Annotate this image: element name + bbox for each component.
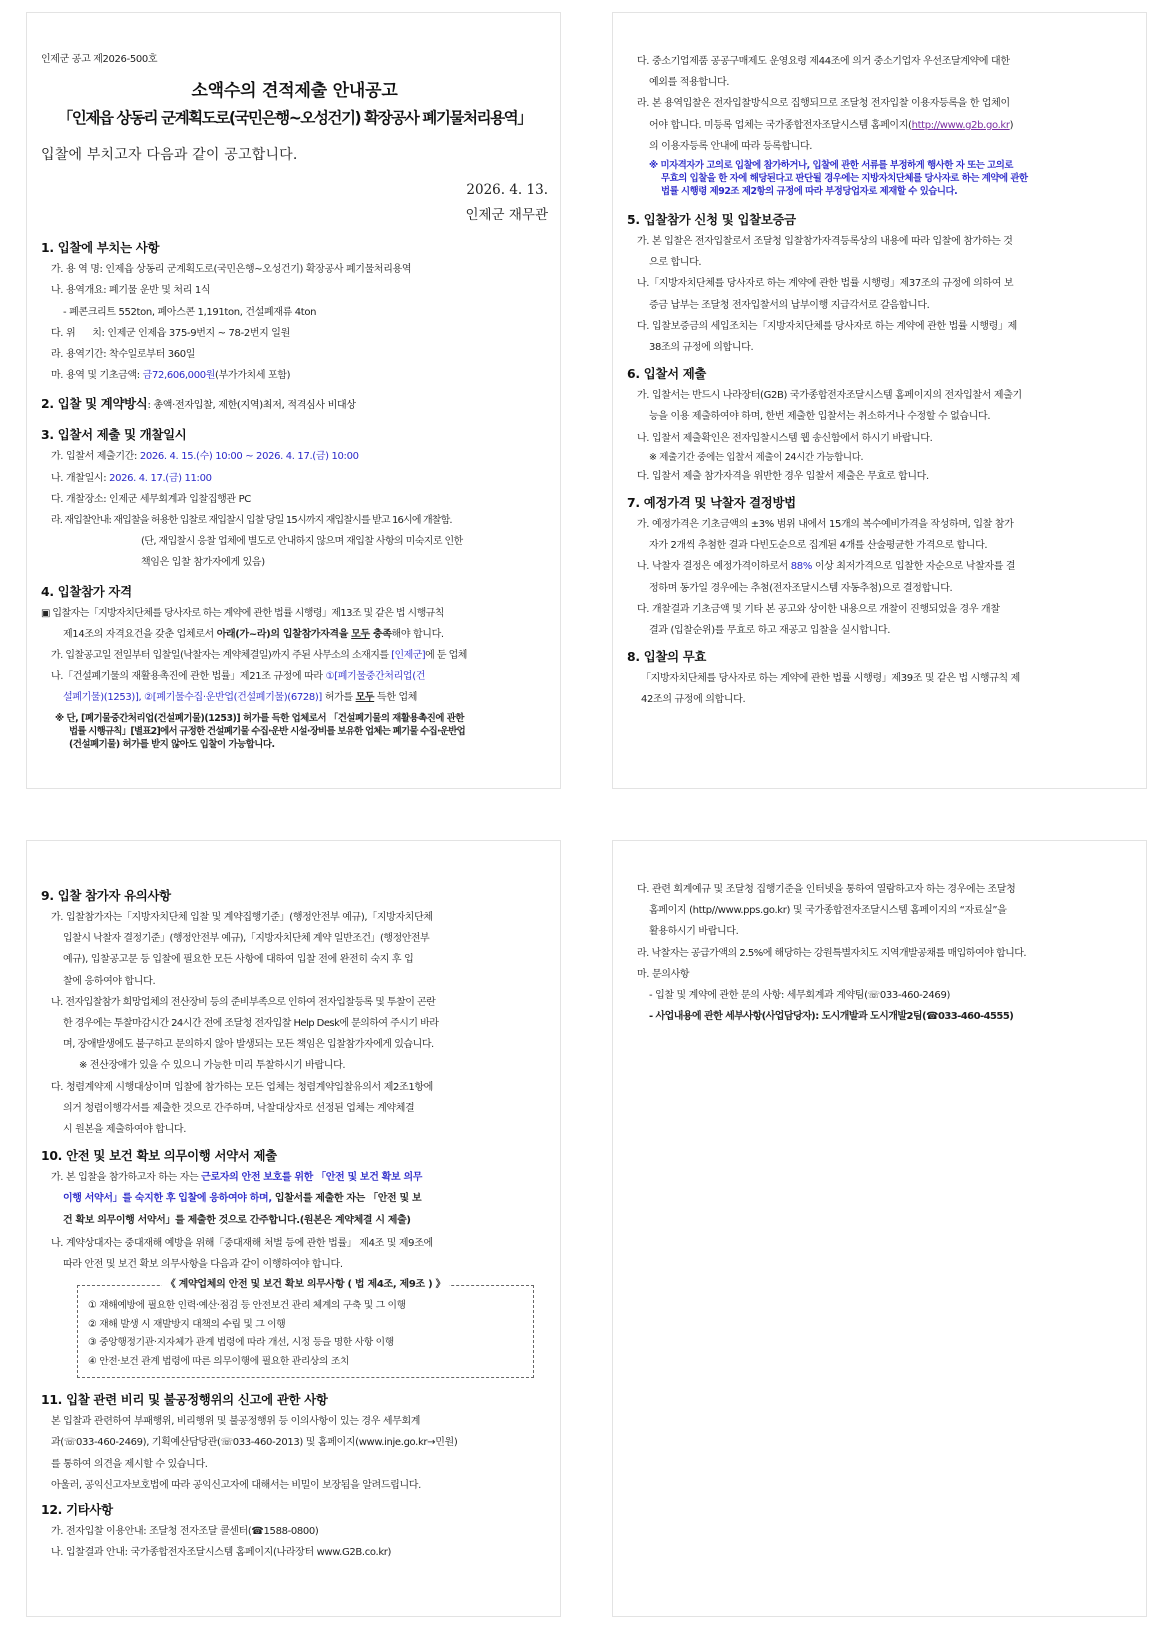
s4-line <box>41 645 548 666</box>
s7-line: 정하며 동가일 경우에는 추첨(전자조달시스템 자동추첨)으로 결정합니다. <box>649 582 953 594</box>
s9-line: 다. 청렴계약제 시행대상이며 입찰에 참가하는 모든 업체는 청렴계약입찰유의서 제2조1항에 <box>51 1081 433 1093</box>
note-line: 법률 시행규칙」[별표2]에서 규정한 건설폐기물 수집·운반 시설·장비를 보유한 업체는 폐기물 수집·운반업 <box>69 725 465 737</box>
s1-line: 가. 용 역 명: 인제읍 상동리 군계획도로(국민은행~오성건기) 확장공사 폐기물처리용역 <box>51 264 412 276</box>
s9-line: 의거 청렴이행각서를 제출한 것으로 간주하며, 낙찰대상자로 선정된 업체는 계약체결 <box>63 1102 415 1114</box>
text: 근로자의 안전 보호를 위한 「안전 및 보건 확보 의무 <box>201 1172 423 1184</box>
g2b-link[interactable]: http://www.g2b.go.kr <box>911 119 1010 131</box>
s5-line: 다. 입찰보증금의 세입조치는「지방자치단체를 당사자로 하는 계약에 관한 법률 시행령」제 <box>637 320 1017 332</box>
s4-line: ▣ 입찰자는「지방자치단체를 당사자로 하는 계약에 관한 법률 시행령」제13조 및 같은 법 시행규칙 <box>41 607 444 619</box>
s10-line: 건 확보 의무이행 서약서」를 제출한 것으로 간주합니다.(원본은 계약체결 시 제출) <box>63 1214 411 1226</box>
s5-line: 으로 합니다. <box>649 257 702 269</box>
note-line: ※ 미자격자가 고의로 입찰에 참가하거나, 입찰에 관한 서류를 부정하게 행사한 자 또는 고의로 <box>649 160 1013 172</box>
s7-line <box>627 556 1134 577</box>
document-subtitle: 「인제읍 상동리 군계획도로(국민은행~오성건기) 확장공사 폐기물처리용역」 <box>57 109 532 128</box>
text: 가. 입찰공고일 전일부터 입찰일(낙찰자는 계약체결일)까지 주된 사무소의 소재지를 <box>51 650 392 662</box>
s6-line: 가. 입찰서는 반드시 나라장터(G2B) 국가종합전자조달시스템 홈페이지의 전자입찰서 제출기 <box>637 390 1022 402</box>
text: 충족 <box>369 628 392 640</box>
text: 입찰서를 제출한 자는 「안전 및 보 <box>271 1193 422 1205</box>
text: 가. 본 입찰을 참가하고자 하는 자는 <box>51 1172 202 1184</box>
duty-box <box>77 1279 534 1378</box>
s1-line: 나. 용역개요: 폐기물 운반 및 처리 1식 <box>51 285 211 297</box>
s4-line <box>41 624 548 645</box>
s8-line: 「지방자치단체를 당사자로 하는 계약에 관한 법률 시행령」제39조 및 같은 법 시행규칙 제 <box>641 673 1020 685</box>
section-9-title: 9. 입찰 참가자 유의사항 <box>41 888 171 903</box>
notice-number: 인제군 공고 제2026-500호 <box>41 54 158 65</box>
section-10-title: 10. 안전 및 보건 확보 의무이행 서약서 제출 <box>41 1148 277 1164</box>
s3-line: 책임은 입찰 참가자에게 있음) <box>141 557 265 569</box>
s11-line: 를 통하여 의견을 제시할 수 있습니다. <box>51 1458 208 1470</box>
text: 이행 서약서」를 숙지한 후 입찰에 응하여야 하며, <box>63 1193 272 1205</box>
s7-line: 결과 (입찰순위)를 무효로 하고 재공고 입찰을 실시합니다. <box>649 625 891 637</box>
section-3-title: 3. 입찰서 제출 및 개찰일시 <box>41 427 187 443</box>
text: 허가를 <box>321 692 356 704</box>
s3-line: (단, 재입찰시 응찰 업체에 별도로 안내하지 않으며 재입찰 사항의 미숙지로 인한 <box>141 536 463 548</box>
s11-line: 과(☏033-460-2469), 기획예산담당관(☏033-460-2013) 및 홈페이지(www.inje.go.kr→민원) <box>51 1437 458 1449</box>
text: ) <box>1009 119 1014 131</box>
s10-line <box>41 1167 548 1188</box>
p4-line: 활용하시기 바랍니다. <box>649 926 739 938</box>
page-2 <box>612 12 1147 789</box>
text: 《 계약업체의 안전 및 보건 확보 의무사항 ( 법 제4조, 제9조 ) 》 <box>162 1279 450 1290</box>
section-2-text: : 총액·전자입찰, 제한(지역)최저, 적격심사 비대상 <box>147 400 356 412</box>
text: 나. 낙찰자 결정은 예정가격이하로서 <box>637 561 791 573</box>
intro-text: 입찰에 부치고자 다음과 같이 공고합니다. <box>41 147 298 164</box>
section-7-title: 7. 예정가격 및 낙찰자 결정방법 <box>627 495 796 511</box>
p4-line: 라. 낙찰자는 공급가액의 2.5%에 해당하는 강원특별자치도 지역개발공채를 매입하여야 합니다. <box>637 947 1027 959</box>
duty-box-title <box>88 1277 523 1293</box>
text: 마. 용역 및 기초금액: <box>51 370 143 382</box>
base-amount: 금72,606,000원 <box>142 370 216 382</box>
text: 가. 입찰서 제출기간: <box>51 451 140 463</box>
s6-line: 다. 입찰서 제출 참가자격을 위반한 경우 입찰서 제출은 무효로 합니다. <box>637 470 929 482</box>
text: 이상 최저가격으로 입찰한 자순으로 낙찰자를 결 <box>811 561 1016 573</box>
s10-line: 나. 계약상대자는 중대재해 예방을 위해「중대재해 처벌 등에 관한 법률」 제4조 및 제9조에 <box>51 1237 433 1249</box>
note-line: (건설폐기물) 허가를 받지 않아도 입찰이 가능합니다. <box>69 738 275 750</box>
document-title: 소액수의 견적제출 안내공고 <box>191 81 398 102</box>
s6-line: 나. 입찰서 제출확인은 전자입찰시스템 웹 송신함에서 하시기 바랍니다. <box>637 432 933 444</box>
s12-line: 가. 전자입찰 이용안내: 조달청 전자조달 콜센터(☎1588-0800) <box>51 1526 319 1538</box>
s5-line: 나.「지방자치단체를 당사자로 하는 계약에 관한 법률 시행령」제37조의 규정에 의하여 보 <box>637 278 1014 290</box>
s9-line: 한 경우에는 투찰마감시간 24시간 전에 조달청 전자입찰 Help Desk에 문의하여 주시기 바라 <box>63 1018 439 1030</box>
section-2 <box>41 392 548 417</box>
page-3 <box>26 840 561 1617</box>
s5-line: 38조의 규정에 의합니다. <box>649 342 754 354</box>
p2-line: 예외를 적용합니다. <box>649 77 730 89</box>
duty-item: ③ 중앙행정기관·지자체가 관계 법령에 따라 개선, 시정 등을 명한 사항 이행 <box>88 1337 394 1349</box>
notice-date: 2026. 4. 13. <box>466 182 548 199</box>
section-12-title: 12. 기타사항 <box>41 1502 113 1518</box>
s3-line: 다. 개찰장소: 인제군 세무회계과 입찰집행관 PC <box>51 493 251 505</box>
s9-line: 나. 전자입찰참가 희망업체의 전산장비 등의 준비부족으로 인하여 전자입찰등록 및 투찰이 곤란 <box>51 996 436 1008</box>
s1-line <box>41 365 548 386</box>
duty-item: ④ 안전·보건 관계 법령에 따른 의무이행에 필요한 관리상의 조치 <box>88 1355 350 1367</box>
s1-line: - 폐콘크리트 552ton, 폐아스콘 1,191ton, 건설폐재류 4ton <box>63 306 317 318</box>
text: 해야 합니다. <box>391 628 444 640</box>
text: 나.「건설폐기물의 재활용촉진에 관한 법률」제21조 규정에 따라 <box>51 671 326 683</box>
text: 아래(가~라)의 입찰참가자격을 <box>216 628 352 640</box>
submit-period: 2026. 4. 15.(수) 10:00 ~ 2026. 4. 17.(금) 10:00 <box>139 451 359 463</box>
s6-line: ※ 제출기간 중에는 입찰서 제출이 24시간 가능합니다. <box>649 451 864 463</box>
p4-line: 다. 관련 회계예규 및 조달청 집행기준을 인터넷을 통하여 열람하고자 하는 경우에는 조달청 <box>637 884 1016 895</box>
s9-line: 찰에 응하여야 합니다. <box>63 975 156 987</box>
s7-line: 가. 예정가격은 기초금액의 ±3% 범위 내에서 15개의 복수예비가격을 작성하며, 입찰 참가 <box>637 519 1014 531</box>
s11-line: 본 입찰과 관련하여 부패행위, 비리행위 및 불공정행위 등 이의사항이 있는 경우 세무회계 <box>51 1416 421 1428</box>
issuer: 인제군 재무관 <box>465 207 548 224</box>
p2-line: 다. 중소기업제품 공공구매제도 운영요령 제44조에 의거 중소기업자 우선조달계약에 대한 <box>637 56 1010 67</box>
text: 득한 업체 <box>374 692 418 704</box>
page-1 <box>26 12 561 789</box>
p2-line: 라. 본 용역입찰은 전자입찰방식으로 집행되므로 조달청 전자입찰 이용자등록을 한 업체이 <box>637 98 1010 110</box>
text: 모두 <box>351 628 370 640</box>
s10-line: 따라 안전 및 보건 확보 의무사항을 다음과 같이 이행하여야 합니다. <box>63 1259 343 1271</box>
text: 어야 합니다. 미등록 업체는 국가종합전자조달시스템 홈페이지( <box>649 119 912 131</box>
s3-line <box>41 468 548 489</box>
p4-line: - 사업내용에 관한 세부사항(사업담당자): 도시개발과 도시개발2팀(☎033-460-4555) <box>649 1011 1014 1023</box>
section-4-title: 4. 입찰참가 자격 <box>41 583 132 599</box>
s12-line: 나. 입찰결과 안내: 국가종합전자조달시스템 홈페이지(나라장터 www.G2B.co.kr) <box>51 1547 392 1559</box>
s7-line: 다. 개찰결과 기초금액 및 기타 본 공고와 상이한 내용으로 개찰이 진행되었을 경우 개찰 <box>637 603 1000 615</box>
p2-line: 의 이용자등록 안내에 따라 등록합니다. <box>649 140 813 152</box>
note-line: ※ 단, [폐기물중간처리업(건설폐기물)(1253)] 허가를 득한 업체로서 「건설폐기물의 재활용촉진에 관한 <box>55 712 464 724</box>
s9-line: ※ 전산장애가 있을 수 있으니 가능한 미리 투찰하시기 바랍니다. <box>79 1060 346 1072</box>
license-1: ①[폐기물중간처리업(건 <box>325 671 426 683</box>
section-6-title: 6. 입찰서 제출 <box>627 366 707 382</box>
text: 에 둔 업체 <box>425 650 467 662</box>
s4-line <box>41 666 548 687</box>
s11-line: 아울러, 공익신고자보호법에 따라 공익신고자에 대해서는 비밀이 보장됨을 알려드립니다. <box>51 1479 421 1491</box>
s9-line: 예규), 입찰공고문 등 입찰에 필요한 모든 사항에 대하여 입찰 전에 완전히 숙지 후 입 <box>63 954 414 966</box>
s8-line: 42조의 규정에 의합니다. <box>641 694 746 706</box>
s9-line: 며, 장애발생에도 불구하고 문의하지 않아 발생되는 모든 책임은 입찰참가자에게 있습니다. <box>63 1039 434 1051</box>
s4-line <box>41 687 548 708</box>
region: [인제군] <box>391 650 426 662</box>
s6-line: 능을 이용 제출하여야 하며, 한번 제출한 입찰서는 취소하거나 수정할 수 없습니다. <box>649 411 991 423</box>
s9-line: 가. 입찰참가자는「지방자치단체 입찰 및 계약집행기준」(행정안전부 예규),「지방자치단체 <box>51 912 433 923</box>
p4-line: 홈페이지 (http//www.pps.go.kr) 및 국가종합전자조달시스템 홈페이지의 “자료실”을 <box>649 905 1007 917</box>
s7-line: 자가 2개씩 추첨한 결과 다빈도순으로 집계된 4개를 산술평균한 가격으로 합니다. <box>649 540 988 552</box>
s9-line: 시 원본을 제출하여야 합니다. <box>63 1124 187 1136</box>
section-1-title: 1. 입찰에 부치는 사항 <box>41 240 160 256</box>
s1-line: 다. 위 치: 인제군 인제읍 375-9번지 ~ 78-2번지 일원 <box>51 327 290 339</box>
section-11-title: 11. 입찰 관련 비리 및 불공정행위의 신고에 관한 사항 <box>41 1392 328 1408</box>
page-4 <box>612 840 1147 1617</box>
duty-item: ① 재해예방에 필요한 인력·예산·점검 등 안전보건 관리 체계의 구축 및 그 이행 <box>88 1300 406 1312</box>
s9-line: 입찰시 낙찰자 결정기준」(행정안전부 예규),「지방자치단체 계약 일반조건」(행정안전부 <box>63 933 430 945</box>
license-2: 설폐기물)(1253)], ②[폐기물수집·운반업(건설폐기물)(6728)] <box>63 692 322 704</box>
opening-date: 2026. 4. 17.(금) 11:00 <box>109 472 212 484</box>
note-line: 무효의 입찰을 한 자에 해당된다고 판단될 경우에는 지방자치단체를 당사자로 하는 계약에 관한 <box>661 173 1028 185</box>
p4-line: - 입찰 및 계약에 관한 문의 사항: 세무회계과 계약팀(☏033-460-2469) <box>649 990 951 1002</box>
section-8-title: 8. 입찰의 무효 <box>627 649 707 665</box>
text: 제14조의 자격요건을 갖춘 업체로서 <box>63 628 217 640</box>
text: 모두 <box>355 692 375 704</box>
p2-note <box>627 159 1134 198</box>
text: (부가가치세 포함) <box>215 370 291 382</box>
s5-line: 가. 본 입찰은 전자입찰로서 조달청 입찰참가자격등록상의 내용에 따라 입찰에 참가하는 것 <box>637 236 1013 248</box>
text: 나. 개찰일시: <box>51 472 110 484</box>
s1-line: 라. 용역기간: 착수일로부터 360일 <box>51 349 196 361</box>
s4-note <box>41 712 548 751</box>
section-5-title: 5. 입찰참가 신청 및 입찰보증금 <box>627 212 796 228</box>
s5-line: 증금 납부는 조달청 전자입찰서의 납부이행 지급각서로 갈음합니다. <box>649 299 930 311</box>
rate: 88% <box>790 561 812 573</box>
s10-line <box>41 1188 548 1209</box>
note-line: 법률 시행령 제92조 제2항의 규정에 따라 부정당업자로 제재할 수 있습니다. <box>661 186 958 198</box>
section-2-title: 2. 입찰 및 계약방식 <box>41 396 148 412</box>
duty-item: ② 재해 발생 시 재발방지 대책의 수립 및 그 이행 <box>88 1318 286 1330</box>
p4-line: 마. 문의사항 <box>637 968 690 980</box>
s3-line <box>41 446 548 467</box>
p2-line <box>627 115 1134 136</box>
s3-line: 라. 재입찰안내: 재입찰을 허용한 입찰로 재입찰시 입찰 당일 15시까지 재입찰시를 받고 16시에 개찰함. <box>51 515 452 527</box>
